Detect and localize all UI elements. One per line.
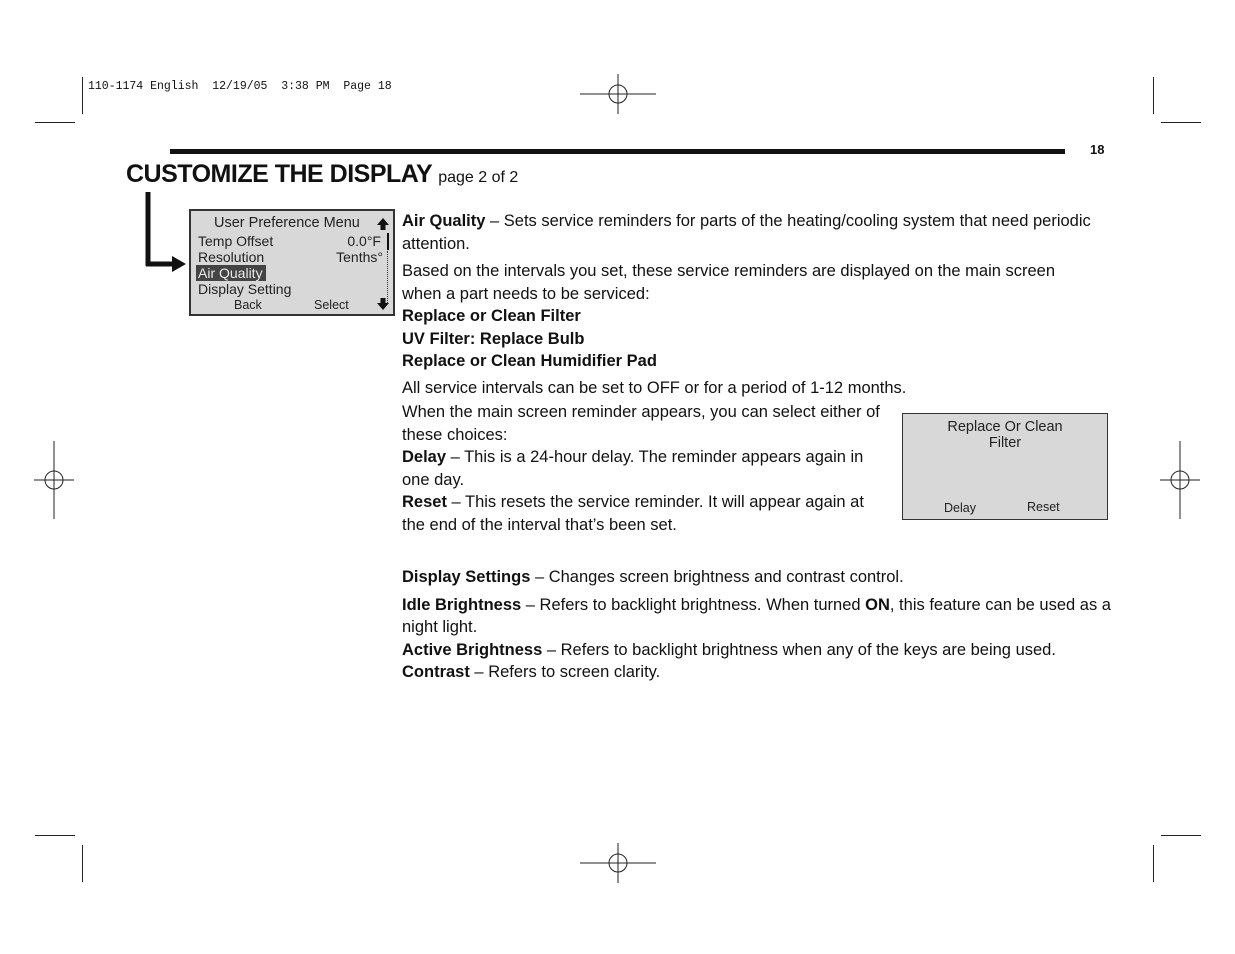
reset-softkey[interactable]: Reset (1027, 500, 1060, 514)
contrast-paragraph: Contrast – Refers to screen clarity. (402, 663, 661, 681)
title-text: CUSTOMIZE THE DISPLAY (126, 160, 432, 188)
back-softkey[interactable]: Back (234, 298, 262, 312)
reminder-item: Replace or Clean Filter (402, 307, 581, 325)
scrollbar-track (387, 251, 388, 303)
delay-term: Delay (402, 448, 447, 466)
menu-item-air-quality[interactable]: Air Quality (196, 265, 266, 281)
air-quality-definition: Air Quality – Sets service reminders for parts of the heating/cooling system that need periodic attention. (402, 212, 1091, 253)
title-subtitle: page 2 of 2 (438, 169, 519, 186)
contrast-term: Contrast (402, 663, 470, 681)
scroll-up-icon[interactable] (377, 218, 389, 230)
pointer-arrow-icon (140, 190, 190, 275)
air-quality-section (402, 210, 1112, 399)
off-paragraph: All service intervals can be set to OFF or for a period of 1-12 months. (402, 378, 907, 397)
display-settings-term: Display Settings (402, 568, 531, 586)
menu-item-resolution[interactable]: Resolution (198, 249, 265, 265)
page-number: 18 (1090, 142, 1105, 157)
registration-mark-bottom (578, 843, 658, 883)
reset-term: Reset (402, 493, 447, 511)
air-quality-term: Air Quality (402, 212, 486, 230)
page-title (126, 160, 518, 189)
on-keyword: ON (865, 595, 890, 614)
delay-paragraph: Delay – This is a 24-hour delay. The reminder appears again in one day. (402, 448, 864, 489)
scrollbar[interactable] (387, 233, 389, 250)
menu-item-temp-offset[interactable]: Temp Offset (198, 233, 274, 249)
registration-mark-left (34, 441, 74, 519)
choices-paragraph: When the main screen reminder appears, you can select either of these choices: (402, 403, 880, 444)
menu-item-display-setting[interactable]: Display Setting (198, 281, 292, 297)
choices-section (402, 401, 894, 536)
reminder-screen (902, 413, 1108, 520)
active-brightness-paragraph: Active Brightness – Refers to backlight brightness when any of the keys are being used. (402, 640, 1056, 659)
select-softkey[interactable]: Select (314, 298, 349, 312)
idle-brightness-paragraph: Idle Brightness – Refers to backlight brightness. When turned ON, this feature can be used as a night light. (402, 595, 1111, 636)
reminder-message: Replace Or Clean Filter (947, 419, 1063, 451)
display-settings-definition: Display Settings – Changes screen brightness and contrast control. (402, 568, 904, 586)
scroll-down-icon[interactable] (377, 298, 389, 310)
user-preference-menu-screen (189, 209, 395, 316)
header-rule (170, 149, 1065, 154)
menu-value-temp-offset: 0.0°F (347, 233, 381, 249)
idle-brightness-term: Idle Brightness (402, 595, 522, 614)
delay-softkey[interactable]: Delay (944, 501, 976, 515)
registration-mark-right (1160, 441, 1200, 519)
active-brightness-term: Active Brightness (402, 640, 543, 659)
intervals-paragraph: Based on the intervals you set, these service reminders are displayed on the main screen when a part needs to be serviced: (402, 262, 1056, 303)
display-settings-section (402, 566, 1114, 684)
menu-value-resolution: Tenths° (336, 249, 383, 265)
print-slug: 110-1174 English 12/19/05 3:38 PM Page 18 (88, 80, 392, 93)
reset-paragraph: Reset – This resets the service reminder. It will appear again at the end of the interval that’s been set. (402, 493, 864, 534)
menu-title: User Preference Menu (214, 215, 360, 231)
registration-mark-top (578, 74, 658, 114)
reminder-item: Replace or Clean Humidifier Pad (402, 352, 657, 370)
reminder-item: UV Filter: Replace Bulb (402, 329, 585, 348)
